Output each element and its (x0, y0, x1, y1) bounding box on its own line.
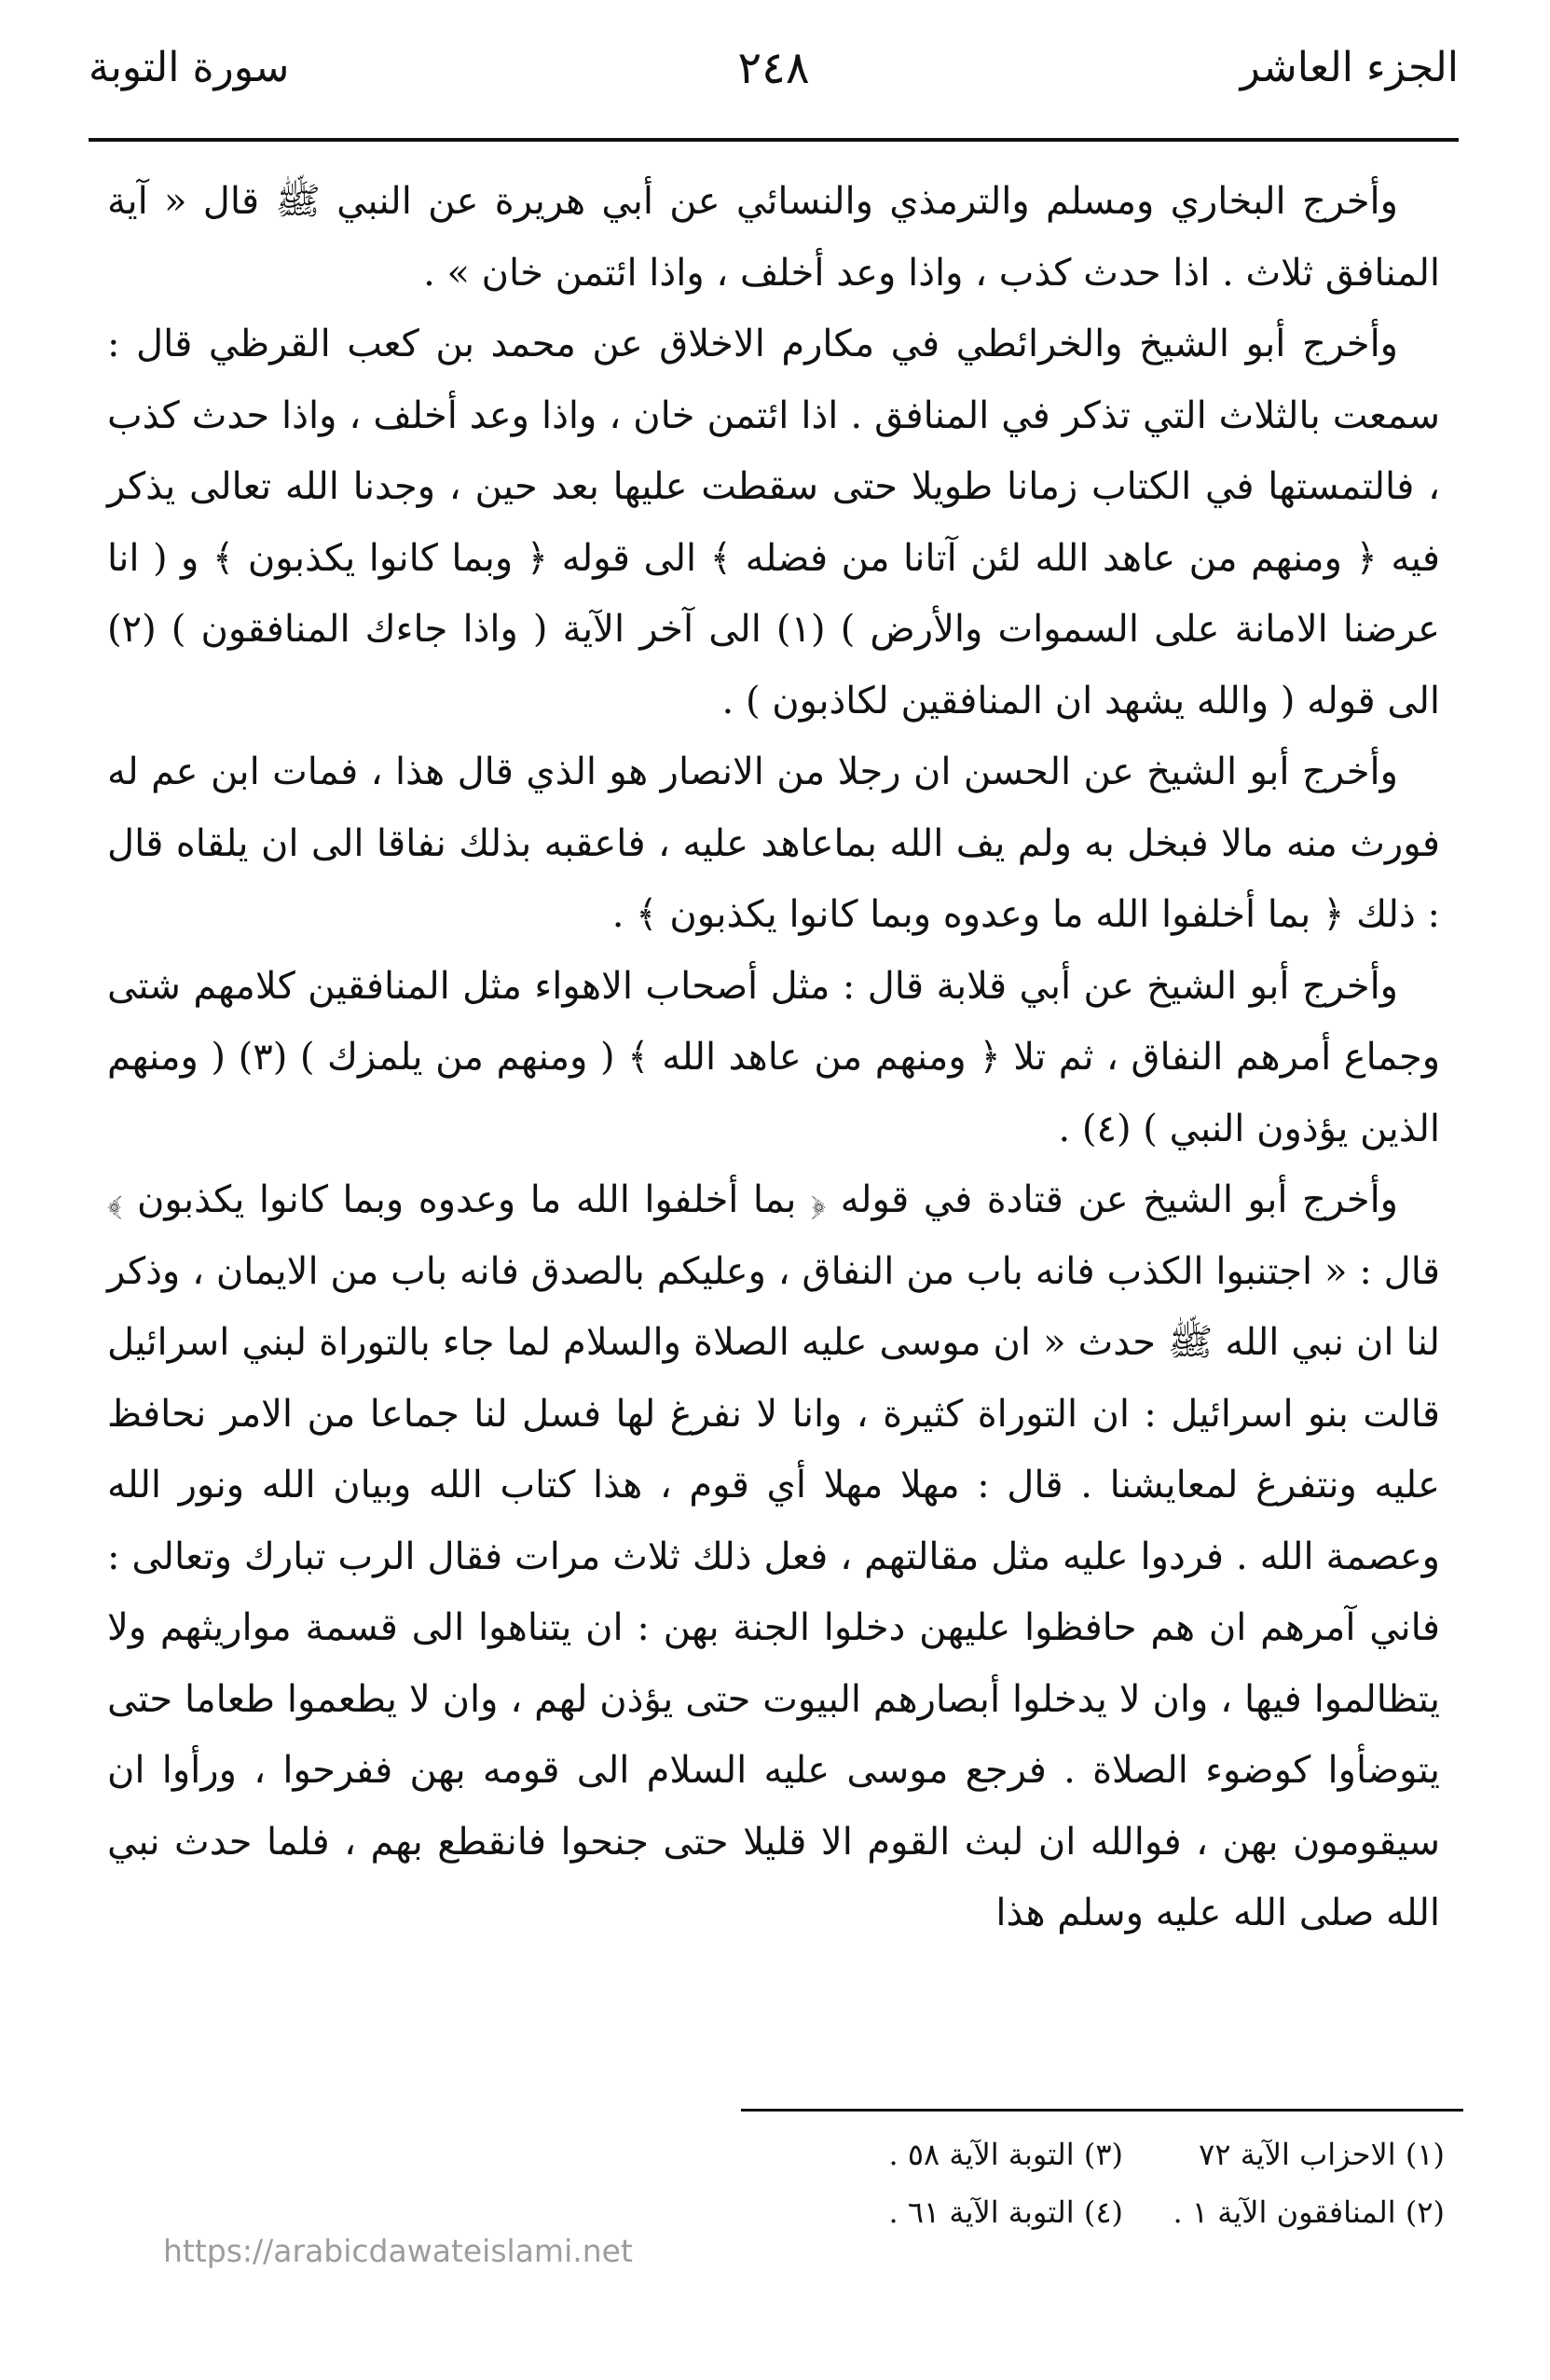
footnote-1: (١) الاحزاب الآية ٧٢ (1199, 2137, 1445, 2172)
page-number: ٢٤٨ (737, 42, 810, 94)
part-title: الجزء العاشر (1240, 44, 1459, 91)
body-text (107, 166, 1440, 1949)
page-header (89, 26, 1459, 110)
footnote-2: (٢) المنافقون الآية ١ . (1173, 2194, 1445, 2230)
paragraph: وأخرج البخاري ومسلم والترمذي والنسائي عن أبي هريرة عن النبي ﷺ قال « آية المنافق ثلاث . اذا حدث كذب ، واذا وعد أخلف ، واذا ائتمن خان » . (107, 180, 1440, 295)
footnote-3: (٣) التوبة الآية ٥٨ . (888, 2137, 1123, 2172)
footnote-divider (741, 2109, 1463, 2112)
footnote-row (802, 2125, 1445, 2183)
paragraph: وأخرج أبو الشيخ والخرائطي في مكارم الاخلاق عن محمد بن كعب القرظي قال : سمعت بالثلاث التي تذكر في المنافق . اذا ائتمن خان ، واذا وعد أخلف ، واذا حدث كذب ، فالتمستها في الكتاب زمانا طويلا حتى سقطت عليها بعد حين ، وجدنا الله تعالى يذكر فيه ﴿ ومنهم من عاهد الله لئن آتانا من فضله ﴾ الى قوله ﴿ وبما كانوا يكذبون ﴾ و ( انا عرضنا الامانة على السموات والأرض ) (١) الى آخر الآية ( واذا جاءك المنافقون ) (٢) الى قوله ( والله يشهد ان المنافقين لكاذبون ) . (107, 323, 1440, 722)
paragraph: وأخرج أبو الشيخ عن أبي قلابة قال : مثل أصحاب الاهواء مثل المنافقين كلامهم شتى وجماع أمرهم النفاق ، ثم تلا ﴿ ومنهم من عاهد الله ﴾ ( ومنهم من يلمزك ) (٣) ( ومنهم الذين يؤذون النبي ) (٤) . (107, 964, 1441, 1150)
footnotes (802, 2125, 1445, 2241)
footnote-4: (٤) التوبة الآية ٦١ . (888, 2194, 1123, 2230)
paragraph: وأخرج أبو الشيخ عن قتادة في قوله ﴿ بما أخلفوا الله ما وعدوه وبما كانوا يكذبون ﴾ قال : « اجتنبوا الكذب فانه باب من النفاق ، وعليكم بالصدق فانه باب من الايمان ، وذكر لنا ان نبي الله ﷺ حدث « ان موسى عليه الصلاة والسلام لما جاء بالتوراة لبني اسرائيل قالت بنو اسرائيل : ان التوراة كثيرة ، وانا لا نفرغ لها فسل لنا جماعا من الامر نحافظ عليه ونتفرغ لمعايشنا . قال : مهلا مهلا أي قوم ، هذا كتاب الله وبيان الله ونور الله وعصمة الله . فردوا عليه مثل مقالتهم ، فعل ذلك ثلاث مرات فقال الرب تبارك وتعالى : فاني آمرهم ان هم حافظوا عليهن دخلوا الجنة بهن : ان يتناهوا الى قسمة مواريثهم ولا يتظالموا فيها ، وان لا يدخلوا أبصارهم البيوت حتى يؤذن لهم ، وان لا يطعموا طعاما حتى يتوضأوا كوضوء الصلاة . فرجع موسى عليه السلام الى قومه بهن ففرحوا ، ورأوا ان سيقومون بهن ، فوالله ان لبث القوم الا قليلا حتى جنحوا فانقطع بهم ، فلما حدث نبي الله صلى الله عليه وسلم هذا (107, 1178, 1441, 1934)
watermark-url: https://arabicdawateislami.net (163, 2233, 633, 2269)
footnote-row (802, 2183, 1445, 2241)
paragraph: وأخرج أبو الشيخ عن الحسن ان رجلا من الانصار هو الذي قال هذا ، فمات ابن عم له فورث منه مالا فبخل به ولم يف الله بماعاهد عليه ، فاعقبه بذلك نفاقا الى ان يلقاه قال : ذلك ﴿ بما أخلفوا الله ما وعدوه وبما كانوا يكذبون ﴾ . (107, 750, 1440, 936)
surah-title: سورة التوبة (89, 44, 290, 91)
header-divider (89, 138, 1459, 142)
